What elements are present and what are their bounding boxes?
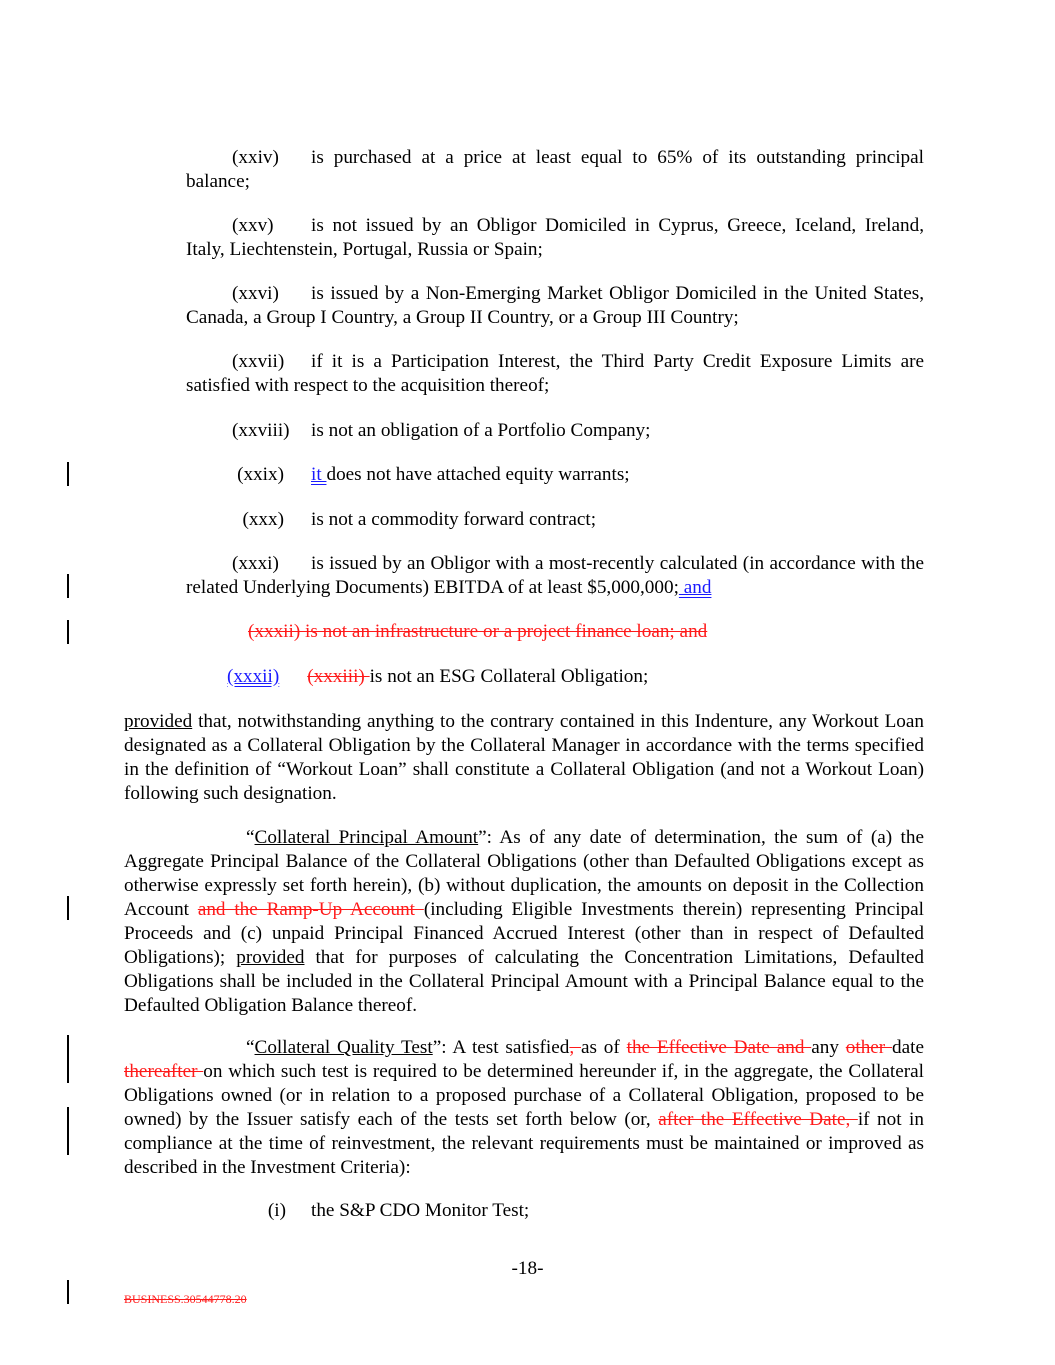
defined-term: Collateral Principal Amount bbox=[254, 827, 479, 848]
deleted-text: , bbox=[569, 1037, 581, 1058]
clause-text: the S&P CDO Monitor Test; bbox=[311, 1200, 530, 1221]
clause-xxiv bbox=[186, 146, 924, 194]
deleted-label: (xxxiii) bbox=[307, 666, 370, 687]
clause-text: is purchased at a price at least equal to 65% of its outstanding principal balance; bbox=[186, 147, 924, 192]
change-bar bbox=[67, 1107, 69, 1155]
definition-text: date bbox=[892, 1037, 924, 1058]
deleted-text: the Effective Date and bbox=[626, 1037, 812, 1058]
clause-text: is issued by a Non-Emerging Market Obligor Domiciled in the United States, Canada, a Group I Country, a Group II Country, or a Group III Country; bbox=[186, 283, 924, 328]
proviso-paragraph bbox=[124, 710, 924, 806]
clause-xxvi bbox=[186, 282, 924, 330]
open-quote: “ bbox=[246, 827, 255, 848]
clause-label: (xxviii) bbox=[232, 420, 290, 441]
deleted-text: after the Effective Date, bbox=[658, 1109, 858, 1130]
clause-xxviii bbox=[186, 419, 924, 443]
definition-text: as of bbox=[581, 1037, 627, 1058]
clause-label: (xxv) bbox=[232, 215, 274, 236]
clause-text: does not have attached equity warrants; bbox=[326, 464, 630, 485]
deleted-text: other bbox=[845, 1037, 893, 1058]
inserted-text: it bbox=[311, 464, 327, 485]
defined-term: Collateral Quality Test bbox=[254, 1037, 433, 1058]
change-bar bbox=[67, 1280, 69, 1304]
clause-label: (i) bbox=[267, 1200, 286, 1221]
deleted-text: and the Ramp-Up Account bbox=[197, 899, 424, 920]
provided-term: provided bbox=[124, 711, 193, 732]
clause-label: (xxix) bbox=[237, 464, 284, 485]
clause-text: is not an ESG Collateral Obligation; bbox=[369, 666, 649, 687]
change-bar bbox=[67, 896, 69, 920]
clause-xxxii bbox=[227, 665, 648, 689]
clause-label: (xxx) bbox=[242, 509, 284, 530]
clause-text: is not a commodity forward contract; bbox=[311, 509, 597, 530]
change-bar bbox=[67, 1035, 69, 1083]
clause-label: (xxvi) bbox=[232, 283, 279, 304]
deleted-clause-xxxii bbox=[248, 620, 707, 644]
clause-xxv bbox=[186, 214, 924, 262]
inserted-label: (xxxii) bbox=[227, 666, 280, 687]
definition-text: if not in compliance at the time of reinvestment, the relevant requirements must be maintained or improved as described in the Investment Criteria): bbox=[124, 1109, 924, 1178]
page-number: -18- bbox=[511, 1258, 544, 1279]
provided-term: provided bbox=[236, 947, 305, 968]
proviso-text: that, notwithstanding anything to the contrary contained in this Indenture, any Workout Loan designated as a Collateral Obligation by the Collateral Manager in accordance with the terms specified in the definition of “Workout Loan” shall constitute a Collateral Obligation (and not a Workout Loan) following such designation. bbox=[124, 711, 924, 804]
change-bar bbox=[67, 574, 69, 598]
definition-text: on which such test is required to be determined hereunder if, in the aggregate, the Collateral Obligations owned (or in relation to a proposed purchase of a Collateral Obligation, proposed to be owned) by the Issuer satisfy each of the tests set forth below (or, bbox=[124, 1061, 924, 1130]
clause-text: is not an obligation of a Portfolio Company; bbox=[311, 420, 651, 441]
definition-text: any bbox=[811, 1037, 846, 1058]
clause-label: (xxxi) bbox=[232, 553, 279, 574]
clause-xxvii bbox=[186, 350, 924, 398]
clause-xxix bbox=[186, 463, 924, 487]
definition-text: ”: As of any date of determination, the sum of (a) the Aggregate Principal Balance of the Collateral Obligations (other than Defaulted Obligations except as otherwise expressly set forth herein), (b) without duplication, the amounts on deposit in the Collection Account bbox=[124, 827, 924, 920]
clause-label: (xxiv) bbox=[232, 147, 279, 168]
definition-text: that for purposes of calculating the Concentration Limitations, Defaulted Obligations shall be included in the Collateral Principal Amount with a Principal Balance equal to the Defaulted Obligation Balance thereof. bbox=[124, 947, 924, 1016]
definition-collateral-quality-test bbox=[124, 1036, 924, 1180]
clause-label: (xxvii) bbox=[232, 351, 285, 372]
open-quote: “ bbox=[246, 1037, 255, 1058]
footer-document-id: BUSINESS.30544778.20 bbox=[124, 1292, 247, 1306]
clause-text: if it is a Participation Interest, the Third Party Credit Exposure Limits are satisfied with respect to the acquisition thereof; bbox=[186, 351, 924, 396]
clause-text: is not issued by an Obligor Domiciled in Cyprus, Greece, Iceland, Ireland, Italy, Liechtenstein, Portugal, Russia or Spain; bbox=[186, 215, 924, 260]
definition-text: ”: A test satisfied bbox=[432, 1037, 570, 1058]
clause-text: is issued by an Obligor with a most-recently calculated (in accordance with the related Underlying Documents) EBITDA of at least $5,000,000; bbox=[186, 553, 924, 598]
change-bar bbox=[67, 620, 69, 644]
sub-clause-i bbox=[262, 1199, 529, 1223]
deleted-text: (xxxii) is not an infrastructure or a project finance loan; and bbox=[248, 621, 708, 642]
clause-xxx bbox=[186, 508, 924, 532]
deleted-text: thereafter bbox=[124, 1061, 204, 1082]
inserted-text: and bbox=[678, 577, 712, 598]
change-bar bbox=[67, 462, 69, 486]
definition-text: (including Eligible Investments therein) representing Principal Proceeds and (c) unpaid Principal Financed Accrued Interest (other than in respect of Defaulted Obligations); bbox=[124, 899, 924, 968]
clause-xxxi bbox=[186, 552, 924, 600]
definition-collateral-principal-amount bbox=[124, 826, 924, 1018]
